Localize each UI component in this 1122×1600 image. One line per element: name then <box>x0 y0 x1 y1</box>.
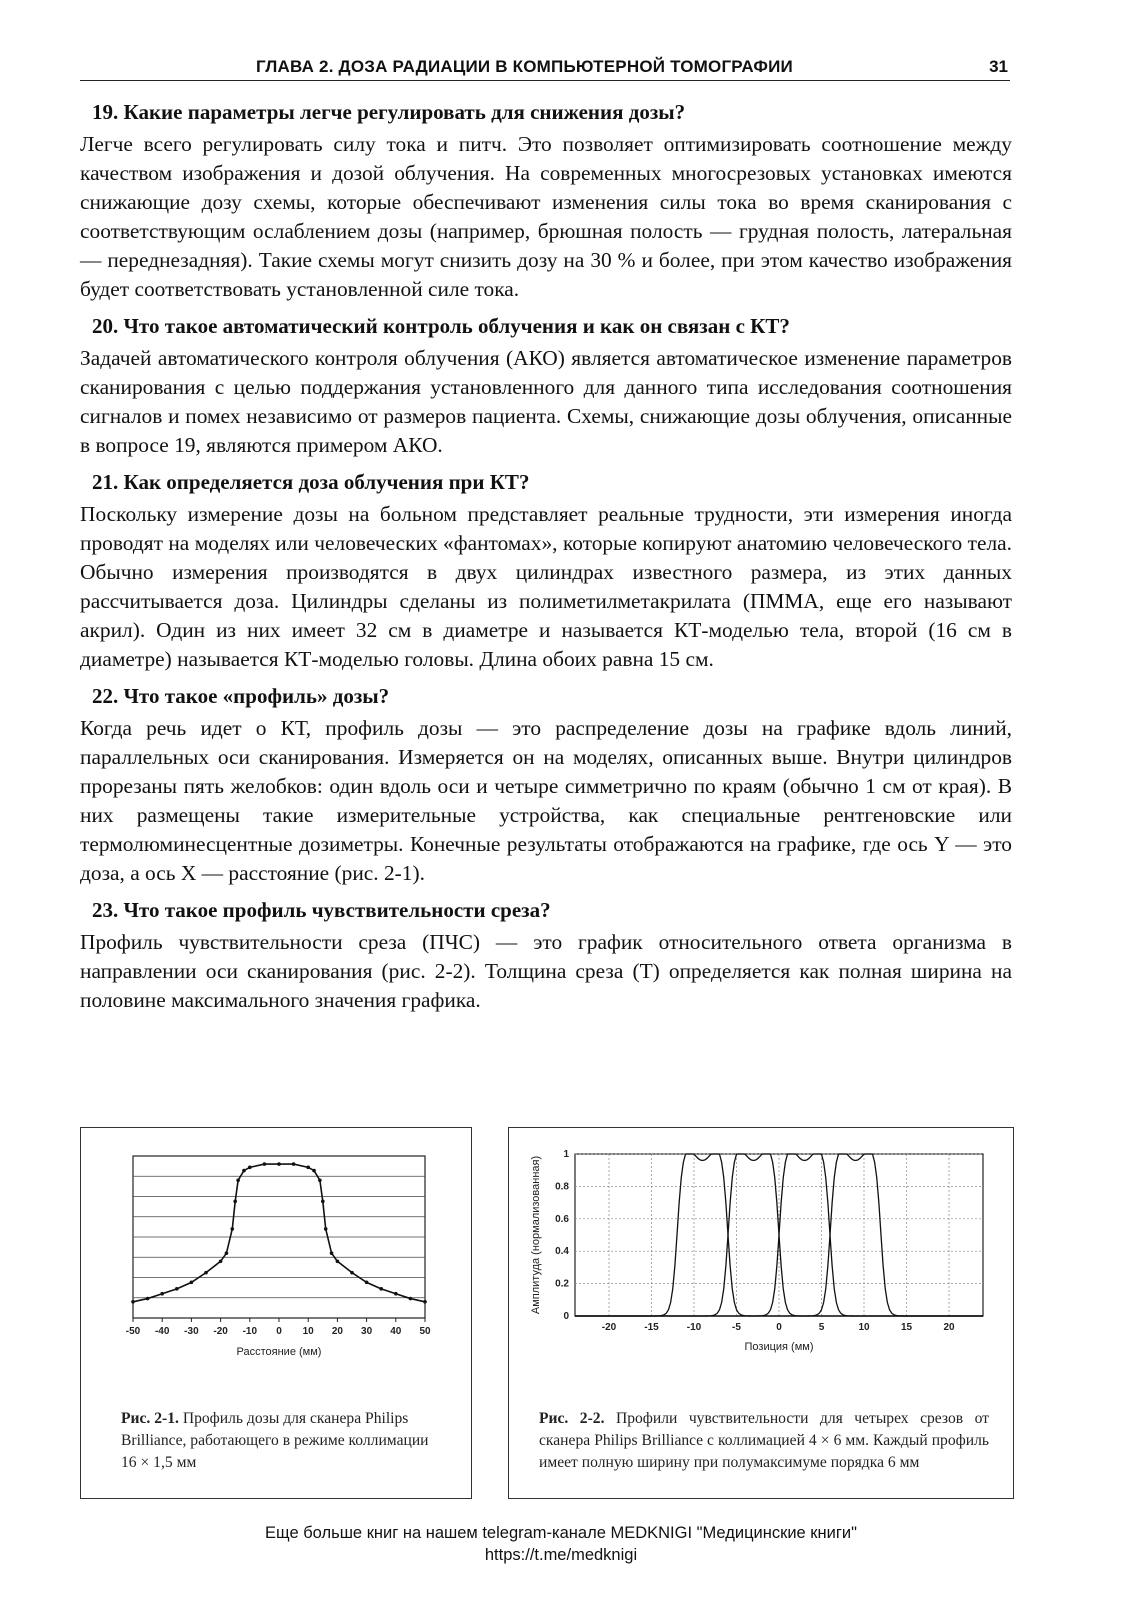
data-point <box>318 1179 322 1183</box>
figure-slice-sensitivity <box>508 1127 1014 1499</box>
y-tick-label: 0.8 <box>555 1181 569 1193</box>
question-23: 23. Что такое профиль чувствительности среза? <box>92 898 551 922</box>
y-tick-label: 1 <box>563 1149 569 1160</box>
data-point <box>379 1287 383 1291</box>
footer-promo-line: Еще больше книг на нашем telegram-канале MEDKNIGI "Медицинские книги" <box>265 1524 857 1542</box>
figure-dose-profile <box>80 1127 472 1499</box>
x-tick-label: -40 <box>154 1326 170 1337</box>
data-point <box>292 1162 296 1166</box>
x-tick-label: 20 <box>943 1322 955 1333</box>
question-21: 21. Как определяется доза облучения при КТ? <box>92 470 530 494</box>
answer-20: Задачей автоматического контроля облучения (АКО) является автоматическое изменение параметров сканирования с целью поддержания установленного для данного типа исследования соотношения сигналов и помех независимо от размеров пациента. Схемы, снижающие дозы облучения, описанные в вопросе 19, являются примером АКО. <box>80 346 1012 457</box>
data-point <box>277 1162 281 1166</box>
x-tick-label: -10 <box>686 1322 702 1333</box>
data-point <box>160 1292 164 1296</box>
x-tick-label: -10 <box>242 1326 258 1337</box>
data-point <box>330 1251 334 1255</box>
figure-2-caption-text: Профили чувствительности для четырех срезов от сканера Philips Brilliance с коллимацией 4 × 6 мм. Каждый профиль имеет полную ширину при полумаксимуме порядка 6 мм <box>539 1410 989 1471</box>
x-tick-label: -50 <box>125 1326 141 1337</box>
x-tick-label: 10 <box>858 1322 870 1333</box>
x-tick-label: -20 <box>213 1326 228 1337</box>
figure-1-label: Рис. 2-1. <box>121 1410 179 1427</box>
x-tick-label: 0 <box>776 1322 782 1333</box>
data-point <box>242 1169 246 1173</box>
question-22: 22. Что такое «профиль» дозы? <box>92 684 390 708</box>
y-axis-label: Амплитуда (нормализованная) <box>530 1155 542 1315</box>
answer-19: Легче всего регулировать силу тока и питч. Это позволяет оптимизировать соотношение между качеством изображения и дозой облучения. На современных многосрезовых установках имеются снижающие дозу схемы, которые обеспечивают изменения силы тока во время сканирования с соответствующим ослаблением дозы (например, брюшная полость — грудная полость, латеральная — переднезадняя). Такие схемы могут снизить дозу на 30 % и более, при этом качество изображения будет соответствовать установленной силе тока. <box>80 132 1012 301</box>
x-tick-label: 30 <box>361 1326 373 1337</box>
data-point <box>350 1271 354 1275</box>
figure-2-label: Рис. 2-2. <box>539 1410 605 1427</box>
x-tick-label: 40 <box>390 1326 402 1337</box>
data-point <box>409 1297 413 1301</box>
figure-1-caption-text: Профиль дозы для сканера Philips Brilliance, работающего в режиме коллимации 16 × 1,5 мм <box>121 1410 429 1471</box>
data-point <box>312 1169 316 1173</box>
data-point <box>336 1260 340 1264</box>
answer-23: Профиль чувствительности среза (ПЧС) — это график относительного ответа организма в направлении оси сканирования (рис. 2-2). Толщина среза (Т) определяется как полная ширина на половине максимального значения графика. <box>80 930 1012 1012</box>
data-point <box>204 1271 208 1275</box>
x-tick-label: 50 <box>419 1326 431 1337</box>
data-point <box>190 1281 194 1285</box>
x-axis-label: Позиция (мм) <box>744 1341 814 1353</box>
dose-profile-chart <box>81 1128 471 1408</box>
data-point <box>175 1287 179 1291</box>
x-tick-label: -15 <box>644 1322 659 1333</box>
footer-link[interactable]: https://t.me/medknigi <box>484 1546 638 1564</box>
question-20: 20. Что такое автоматический контроль облучения и как он связан с КТ? <box>92 314 790 338</box>
dose-profile-line <box>133 1164 425 1302</box>
data-point <box>263 1162 267 1166</box>
data-point <box>230 1227 234 1231</box>
x-tick-label: -20 <box>601 1322 617 1333</box>
answer-21: Поскольку измерение дозы на больном представляет реальные трудности, эти измерения иногда проводят на моделях или человеческих «фантомах», которые копируют анатомию человеческого тела. Обычно измерения производятся в двух цилиндрах известного размера, из этих данных рассчитывается доза. Цилиндры сделаны из полиметилметакрилата (ПММА, еще его называют акрил). Один из них имеет 32 см в диаметре и называется КТ-моделью тела, второй (16 см в диаметре) называется КТ-моделью головы. Длина обоих равна 15 см. <box>80 502 1012 671</box>
x-axis-label: Расстояние (мм) <box>236 1346 322 1358</box>
figure-1-caption <box>121 1408 441 1474</box>
slice-sensitivity-chart <box>509 1128 1013 1408</box>
figure-2-caption <box>539 1408 989 1474</box>
data-point <box>233 1200 237 1204</box>
y-tick-label: 0 <box>563 1311 569 1322</box>
data-point <box>306 1166 310 1170</box>
x-tick-label: -30 <box>184 1326 199 1337</box>
answer-22: Когда речь идет о КТ, профиль дозы — это распределение дозы на графике вдоль линий, параллельных оси сканирования. Измеряется он на моделях, описанных выше. Внутри цилиндров прорезаны пять желобков: один вдоль оси и четыре симметрично по краям (обычно 1 см от края). В них размещены такие измерительные устройства, как специальные рентгеновские или термолюминесцентные дозиметры. Конечные результаты отображаются на графике, где ось Y — это доза, а ось X — расстояние (рис. 2-1). <box>80 716 1012 885</box>
data-point <box>225 1251 229 1255</box>
data-point <box>248 1166 252 1170</box>
y-tick-label: 0.4 <box>555 1246 569 1258</box>
data-point <box>324 1227 328 1231</box>
x-tick-label: 5 <box>818 1322 825 1333</box>
question-19: 19. Какие параметры легче регулировать для снижения дозы? <box>92 100 686 124</box>
data-point <box>394 1292 398 1296</box>
x-tick-label: 20 <box>331 1326 343 1337</box>
running-header <box>80 52 1010 81</box>
page-number: 31 <box>989 57 1008 76</box>
data-point <box>236 1179 240 1183</box>
y-tick-label: 0.6 <box>555 1213 569 1225</box>
page-body <box>80 98 1012 1023</box>
data-point <box>146 1297 150 1301</box>
x-tick-label: 0 <box>276 1326 282 1337</box>
data-point <box>365 1281 369 1285</box>
data-point <box>131 1300 135 1304</box>
y-tick-label: 0.2 <box>555 1278 569 1290</box>
data-point <box>423 1300 427 1304</box>
x-tick-label: 10 <box>302 1326 314 1337</box>
x-tick-label: 15 <box>900 1322 913 1333</box>
data-point <box>219 1260 223 1264</box>
chapter-title: ГЛАВА 2. ДОЗА РАДИАЦИИ В КОМПЬЮТЕРНОЙ ТОМОГРАФИИ <box>256 57 793 76</box>
x-tick-label: -5 <box>732 1322 741 1333</box>
data-point <box>321 1200 325 1204</box>
